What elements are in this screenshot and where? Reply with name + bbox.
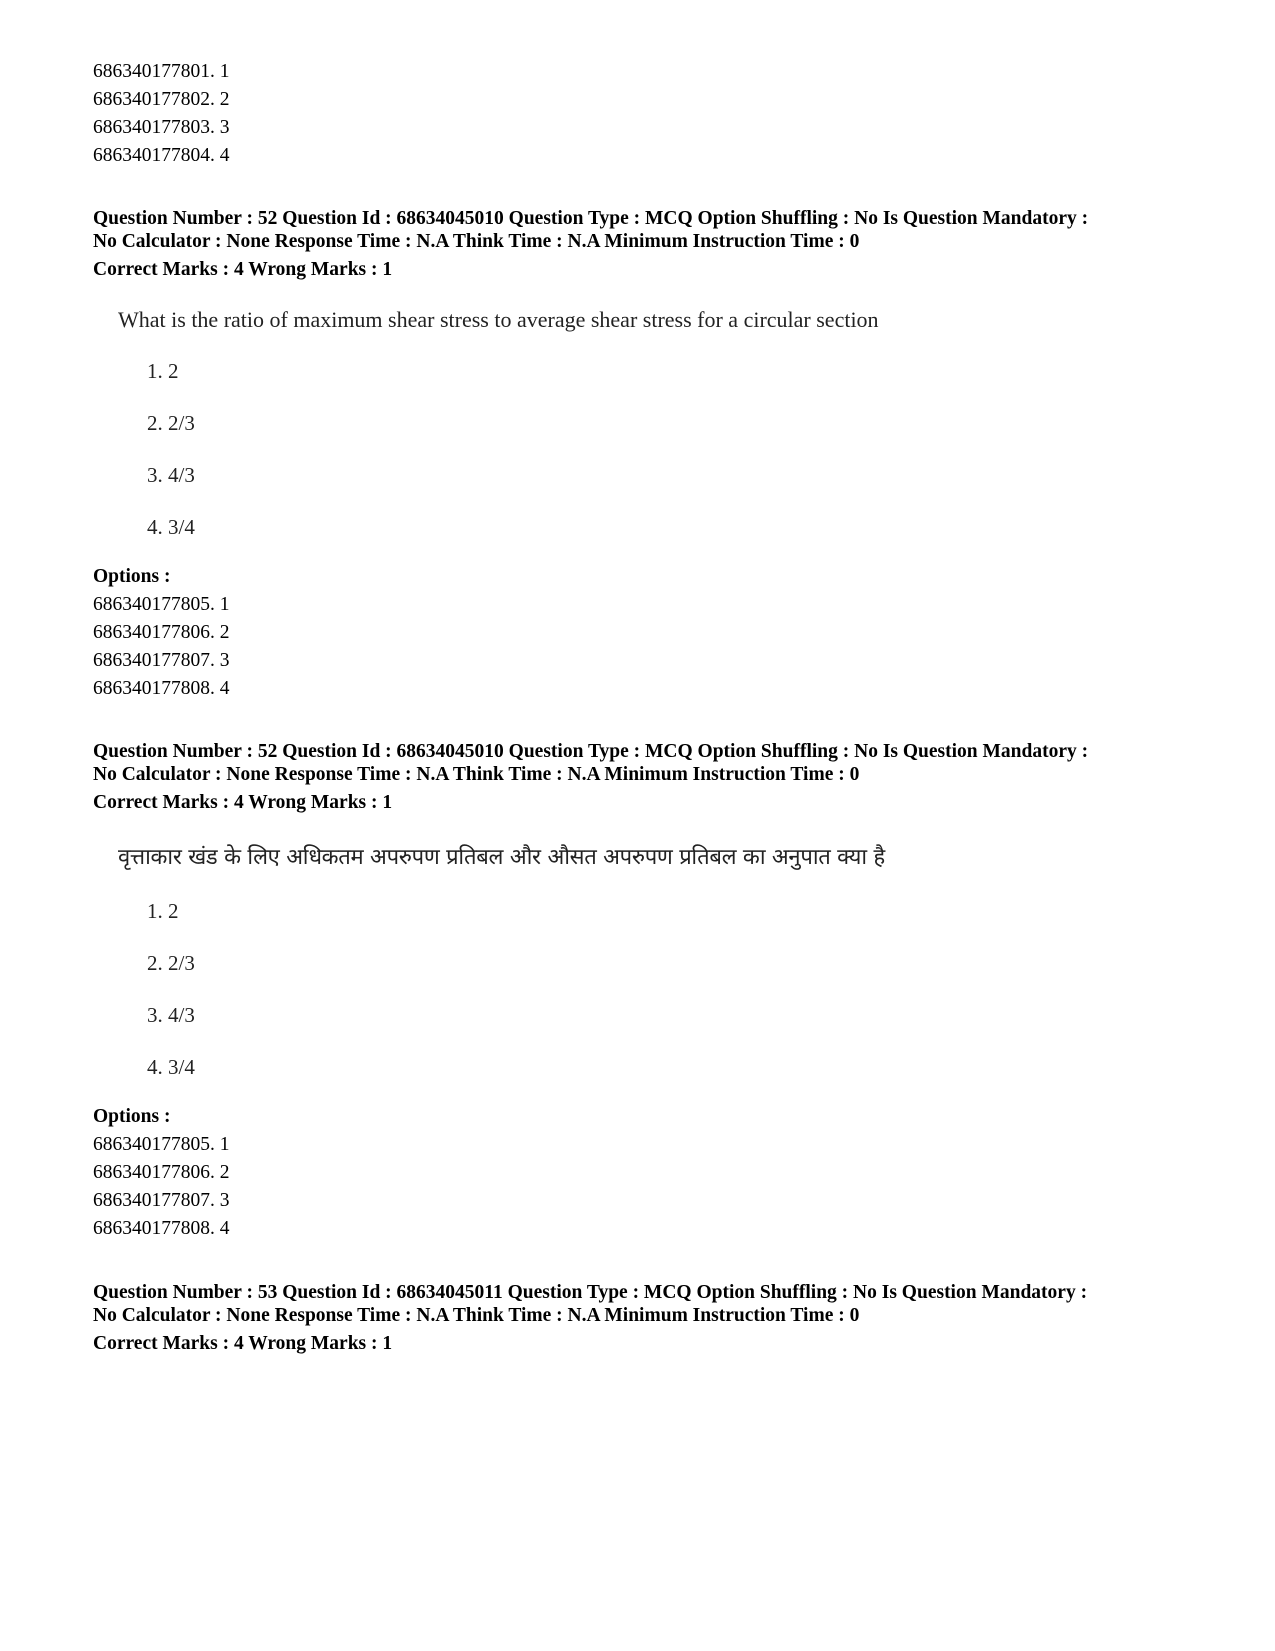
question-choice: 2. 2/3 [147,951,195,975]
option-line: 686340177805. 1 [93,1134,230,1155]
question-header-line2: No Calculator : None Response Time : N.A Think Time : N.A Minimum Instruction Time : 0 [93,764,860,785]
question-choice: 3. 4/3 [147,463,195,487]
question-choice: 3. 4/3 [147,1003,195,1027]
option-line: 686340177808. 4 [93,1218,230,1239]
question-choice: 4. 3/4 [147,515,195,539]
question-header-line2: No Calculator : None Response Time : N.A Think Time : N.A Minimum Instruction Time : 0 [93,1305,860,1326]
question-header-line1: Question Number : 52 Question Id : 68634045010 Question Type : MCQ Option Shuffling : No Is Question Mandatory : [93,741,1089,762]
option-line: 686340177803. 3 [93,117,230,138]
options-label: Options : [93,1106,171,1127]
question-choice: 1. 2 [147,899,179,923]
option-line: 686340177807. 3 [93,1190,230,1211]
option-line: 686340177806. 2 [93,622,230,643]
marks-line: Correct Marks : 4 Wrong Marks : 1 [93,792,393,813]
option-line: 686340177804. 4 [93,145,230,166]
option-line: 686340177807. 3 [93,650,230,671]
question-text: वृत्ताकार खंड के लिए अधिकतम अपरुपण प्रतिबल और औसत अपरुपण प्रतिबल का अनुपात क्या है [118,845,885,870]
question-choice: 1. 2 [147,359,179,383]
option-line: 686340177808. 4 [93,678,230,699]
question-choice: 4. 3/4 [147,1055,195,1079]
marks-line: Correct Marks : 4 Wrong Marks : 1 [93,1333,393,1354]
question-header-line2: No Calculator : None Response Time : N.A Think Time : N.A Minimum Instruction Time : 0 [93,231,860,252]
question-header-line1: Question Number : 52 Question Id : 68634045010 Question Type : MCQ Option Shuffling : No Is Question Mandatory : [93,208,1089,229]
question-header-line1: Question Number : 53 Question Id : 68634045011 Question Type : MCQ Option Shuffling : No Is Question Mandatory : [93,1282,1088,1303]
option-line: 686340177801. 1 [93,61,230,82]
question-text: What is the ratio of maximum shear stress to average shear stress for a circular section [118,307,879,332]
option-line: 686340177806. 2 [93,1162,230,1183]
option-line: 686340177805. 1 [93,594,230,615]
question-choice: 2. 2/3 [147,411,195,435]
marks-line: Correct Marks : 4 Wrong Marks : 1 [93,259,393,280]
option-line: 686340177802. 2 [93,89,230,110]
options-label: Options : [93,566,171,587]
